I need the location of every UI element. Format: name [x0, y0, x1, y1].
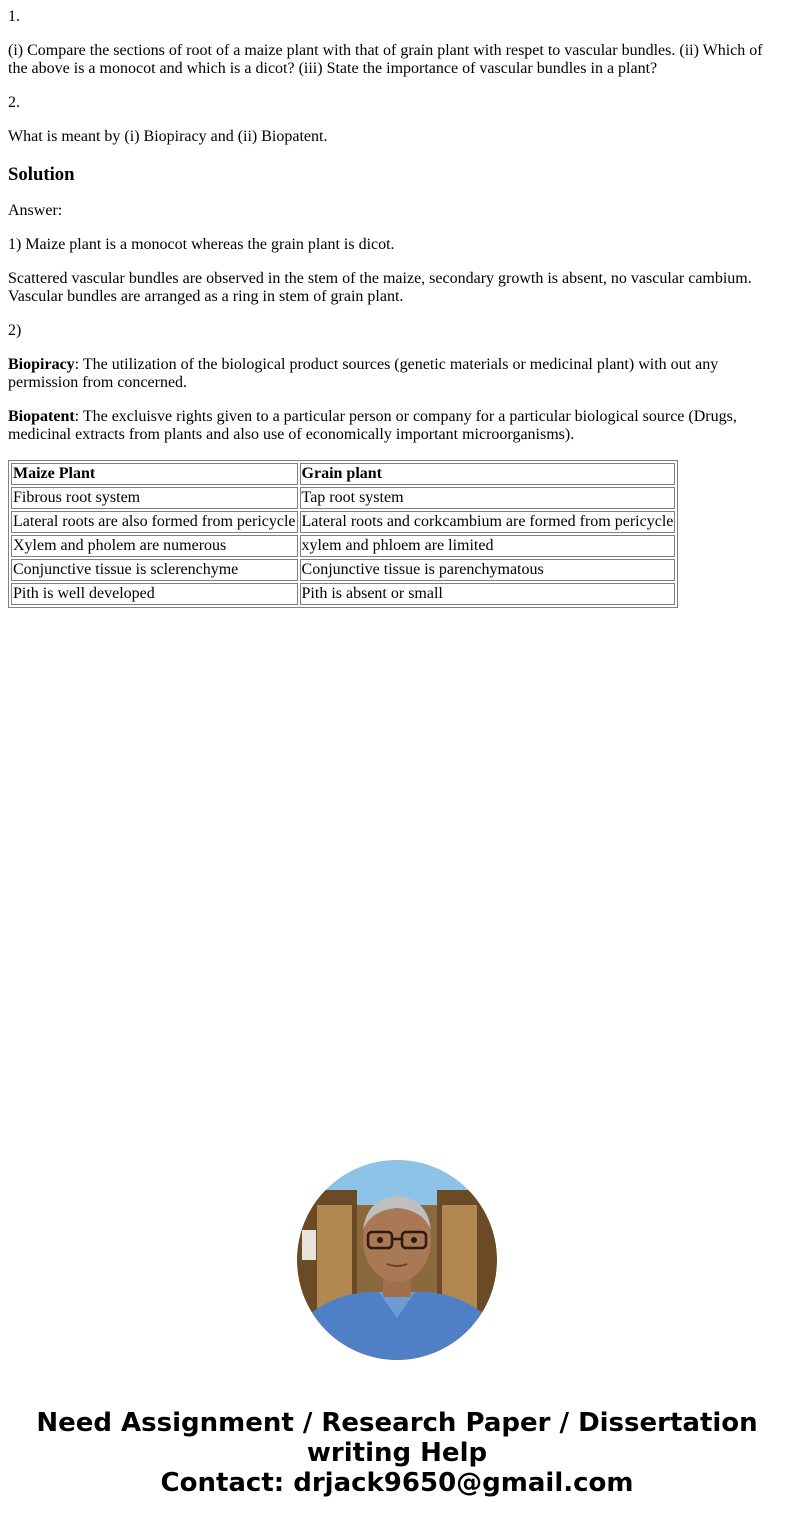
table-cell: Pith is absent or small: [300, 583, 676, 605]
table-cell: Lateral roots are also formed from pericycle: [11, 511, 298, 533]
table-row: [11, 559, 675, 581]
answer-label: Answer:: [8, 202, 63, 219]
table-cell: Xylem and pholem are numerous: [11, 535, 298, 557]
comparison-table: [8, 460, 678, 608]
biopatent-definition: [8, 408, 786, 444]
table-cell: Conjunctive tissue is sclerenchyme: [11, 559, 298, 581]
promo-banner: [0, 1160, 794, 1498]
table-header-row: [11, 463, 675, 485]
table-cell: Fibrous root system: [11, 487, 298, 509]
answer-part-2-label: 2): [8, 322, 22, 339]
biopatent-term: Biopatent: [8, 408, 75, 425]
table-cell: Tap root system: [300, 487, 676, 509]
author-avatar: [297, 1160, 497, 1360]
biopatent-text: : The excluisve rights given to a particular person or company for a particular biological source (Drugs, medicinal extracts from plants and also use of economically important microorganisms).: [8, 408, 737, 443]
question-1-number: 1.: [8, 8, 20, 25]
answer-part-1: 1) Maize plant is a monocot whereas the grain plant is dicot.: [8, 236, 395, 253]
table-row: [11, 487, 675, 509]
author-portrait-image: [297, 1160, 497, 1360]
biopiracy-text: : The utilization of the biological product sources (genetic materials or medicinal plant) with out any permission from concerned.: [8, 356, 719, 391]
solution-heading: Solution: [8, 164, 75, 185]
table-cell: Pith is well developed: [11, 583, 298, 605]
answer-part-1-detail: Scattered vascular bundles are observed in the stem of the maize, secondary growth is absent, no vascular cambium. Vascular bundles are arranged as a ring in stem of grain plant.: [8, 270, 752, 305]
table-cell: Conjunctive tissue is parenchymatous: [300, 559, 676, 581]
question-2-number: 2.: [8, 94, 20, 111]
document-body: [0, 8, 794, 608]
table-cell: Lateral roots and corkcambium are formed from pericycle: [300, 511, 676, 533]
question-2-text: What is meant by (i) Biopiracy and (ii) Biopatent.: [8, 128, 328, 145]
promo-contact: Contact: drjack9650@gmail.com: [160, 1468, 634, 1498]
table-row: [11, 583, 675, 605]
promo-line-2: writing Help: [306, 1438, 488, 1468]
table-header-cell: Grain plant: [300, 463, 676, 485]
table-row: [11, 511, 675, 533]
question-1-text: (i) Compare the sections of root of a maize plant with that of grain plant with respet to vascular bundles. (ii) Which of the above is a monocot and which is a dicot? (iii) State the importance of vascular bundles in a plant?: [8, 42, 763, 77]
table-row: [11, 535, 675, 557]
promo-line-1: Need Assignment / Research Paper / Dissertation: [36, 1408, 758, 1438]
promo-text: [0, 1408, 794, 1498]
table-header-cell: Maize Plant: [11, 463, 298, 485]
biopiracy-term: Biopiracy: [8, 356, 75, 373]
biopiracy-definition: [8, 356, 786, 392]
table-cell: xylem and phloem are limited: [300, 535, 676, 557]
